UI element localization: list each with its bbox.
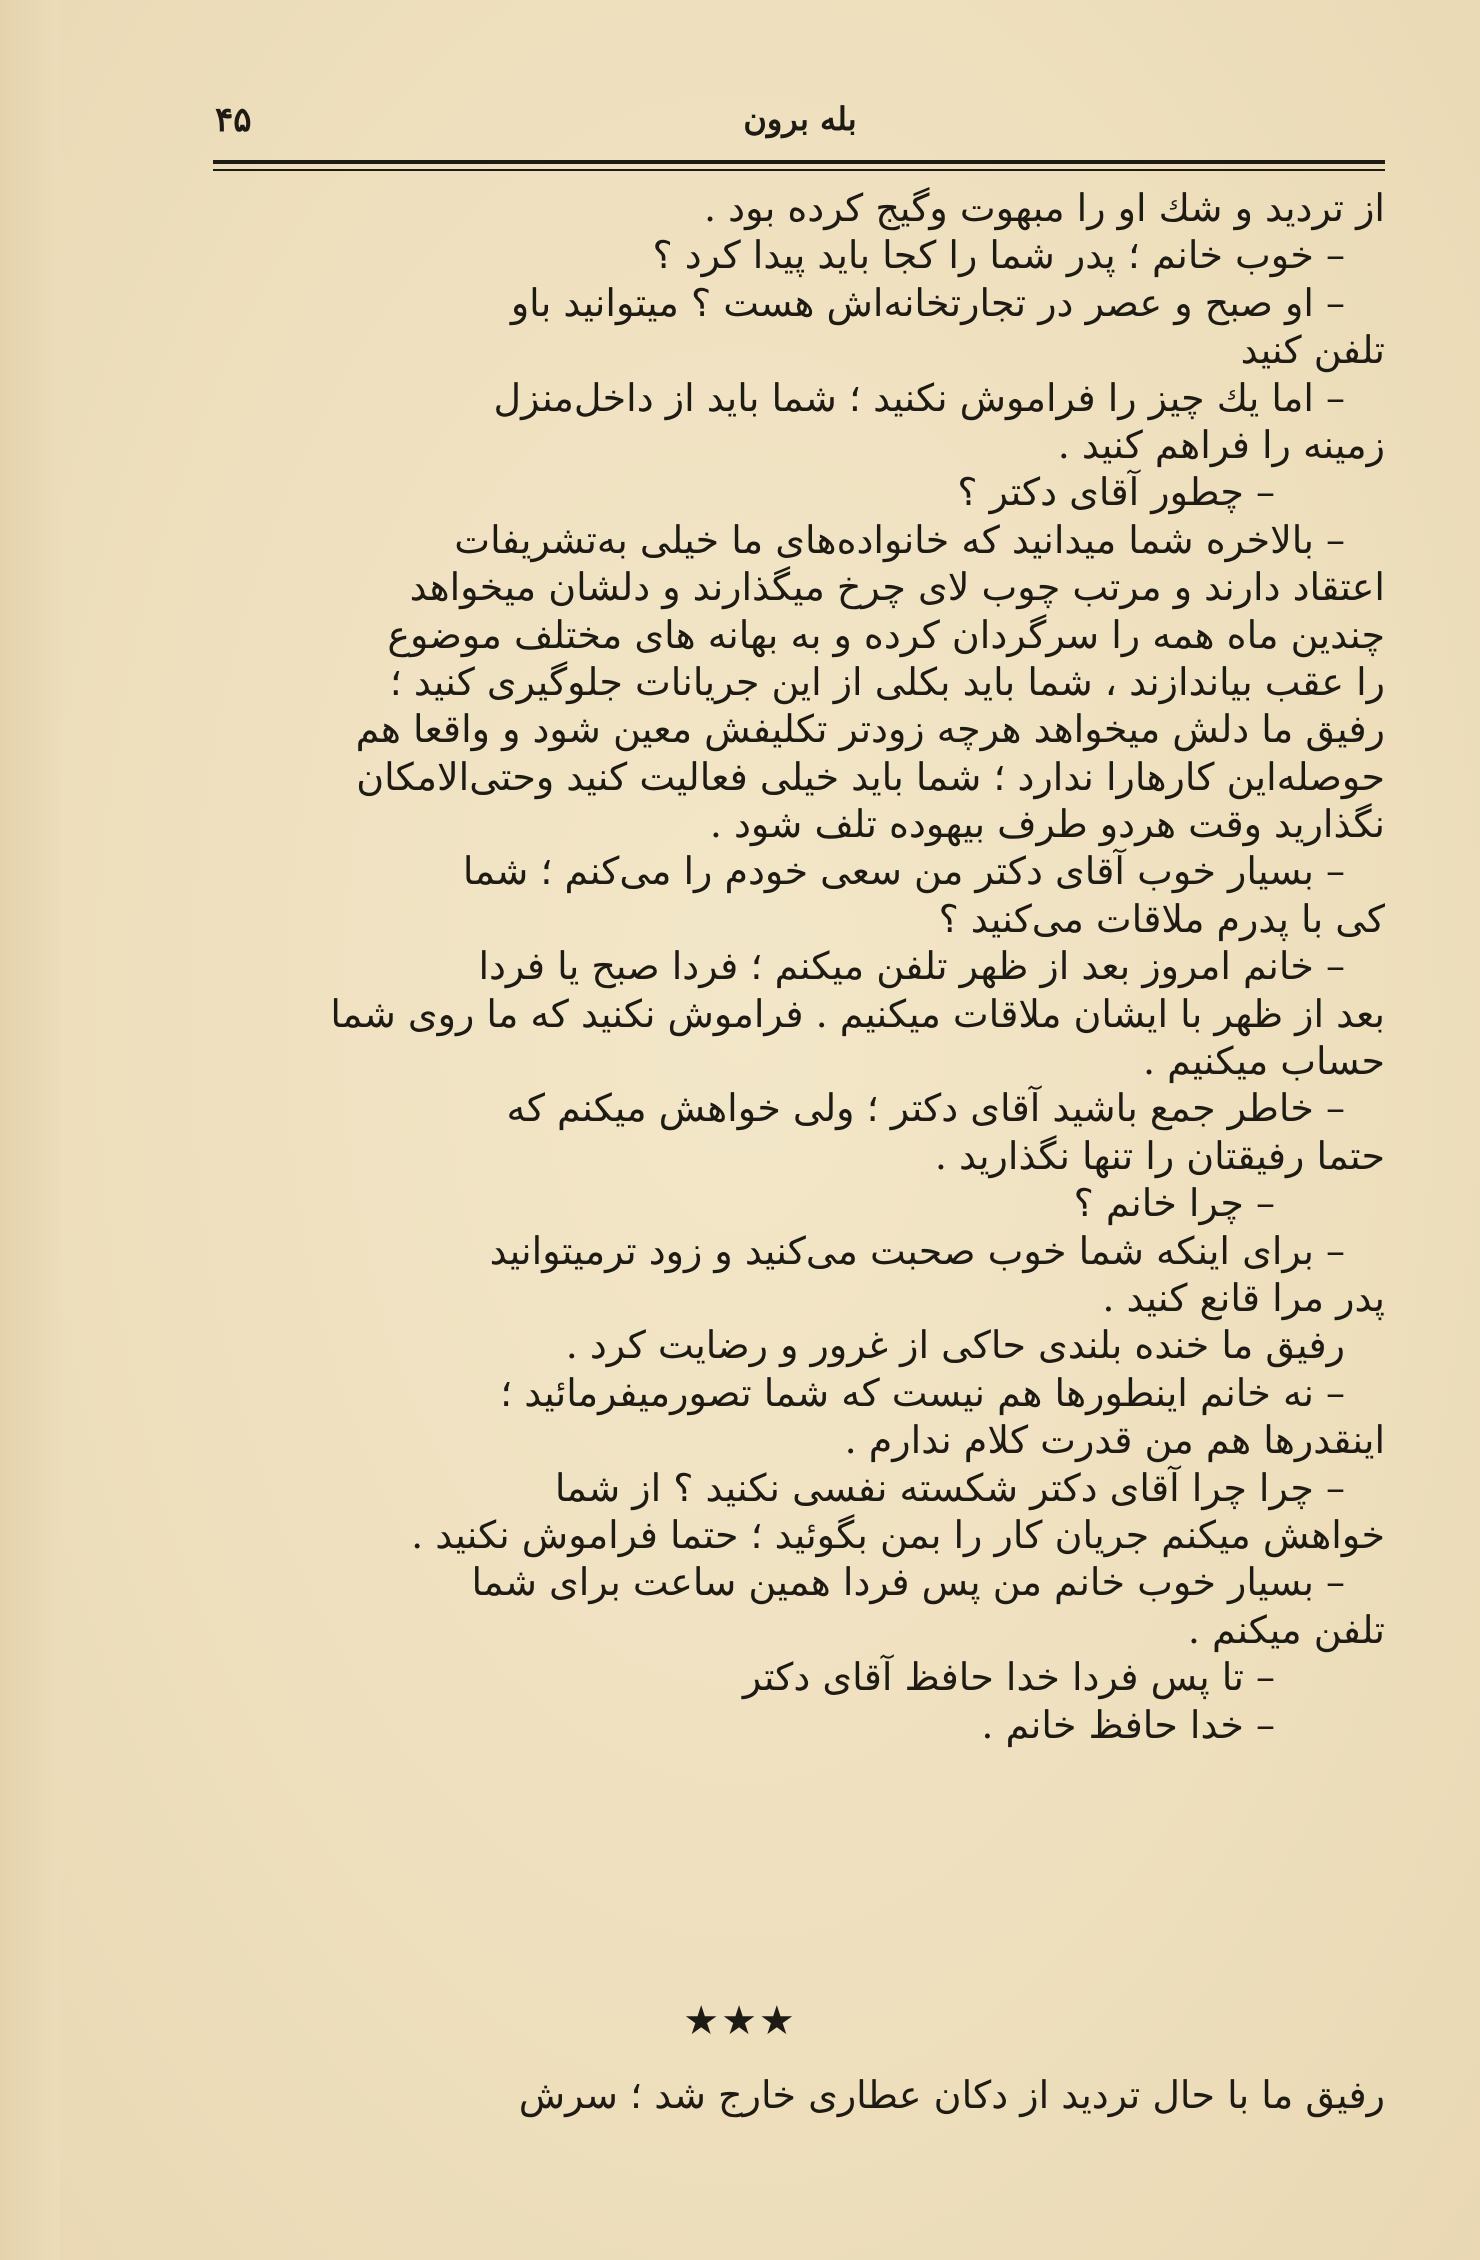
text-line: از تردید و شك او را مبهوت وگیج کرده بود . xyxy=(704,186,1385,230)
page-header xyxy=(215,100,1385,150)
text-line: رفیق ما دلش میخواهد هرچه زودتر تکلیفش معین شود و واقعا هم xyxy=(355,707,1385,752)
text-line: تلفن کنید xyxy=(1240,328,1385,373)
text-line: – اما یك چیز را فراموش نکنید ؛ شما باید از داخل‌منزل xyxy=(493,375,1345,420)
text-line: نگذارید وقت هردو طرف بیهوده تلف شود . xyxy=(709,802,1385,847)
text-line: کی با پدرم ملاقات می‌کنید ؟ xyxy=(938,896,1385,941)
body-text xyxy=(215,185,1385,1749)
header-rule-thick xyxy=(213,160,1385,164)
page-edge-shadow xyxy=(0,0,60,2260)
text-line: – برای اینکه شما خوب صحبت می‌کنید و زود ترمیتوانید xyxy=(489,1228,1345,1273)
text-line: چندین ماه همه را سرگردان کرده و به بهانه های مختلف موضوع xyxy=(387,612,1385,657)
running-title: بله برون xyxy=(743,100,857,138)
text-line: – خوب خانم ؛ پدر شما را کجا باید پیدا کرد ؟ xyxy=(652,233,1345,278)
text-line: زمینه را فراهم کنید . xyxy=(1057,422,1385,467)
text-line: حوصله‌این کارهارا ندارد ؛ شما باید خیلی فعالیت کنید وحتی‌الامکان xyxy=(356,754,1385,799)
text-line: – چطور آقای دکتر ؟ xyxy=(957,470,1275,515)
text-line: – او صبح و عصر در تجارتخانه‌اش هست ؟ میتوانید باو xyxy=(510,280,1345,325)
text-line: – خاطر جمع باشید آقای دکتر ؛ ولی خواهش میکنم که xyxy=(506,1086,1345,1131)
text-line: اعتقاد دارند و مرتب چوب لای چرخ میگذارند و دلشان میخواهد xyxy=(409,565,1385,610)
text-line: – چرا چرا آقای دکتر شکسته نفسی نکنید ؟ از شما xyxy=(554,1465,1345,1510)
text-line: – خدا حافظ خانم . xyxy=(981,1702,1275,1747)
last-line: رفیق ما با حال تردید از دکان عطاری خارج شد ؛ سرش xyxy=(518,2073,1385,2117)
text-line: را عقب بیاندازند ، شما باید بکلی از این جریانات جلوگیری کنید ؛ xyxy=(389,659,1385,704)
text-line: – بالاخره شما میدانید که خانواده‌های ما خیلی به‌تشریفات xyxy=(454,517,1345,562)
text-line: حتما رفیقتان را تنها نگذارید . xyxy=(934,1133,1385,1178)
text-line: – نه خانم اینطورها هم نیست که شما تصورمیفرمائید ؛ xyxy=(500,1370,1345,1415)
text-line: تلفن میکنم . xyxy=(1187,1607,1385,1652)
text-line: حساب میکنیم . xyxy=(1142,1039,1385,1084)
text-line: – بسیار خوب آقای دکتر من سعی خودم را می‌کنم ؛ شما xyxy=(462,849,1345,894)
text-line: خواهش میکنم جریان کار را بمن بگوئید ؛ حتما فراموش نکنید . xyxy=(411,1512,1385,1557)
text-line: پدر مرا قانع کنید . xyxy=(1102,1275,1385,1320)
header-rule-thin xyxy=(213,169,1385,171)
text-line: – چرا خانم ؟ xyxy=(1073,1181,1275,1226)
page-number: ۴۵ xyxy=(215,100,252,140)
text-line: – تا پس فردا خدا حافظ آقای دکتر xyxy=(742,1655,1275,1700)
text-line: – بسیار خوب خانم من پس فردا همین ساعت برای شما xyxy=(471,1560,1345,1605)
text-line: رفیق ما خنده بلندی حاکی از غرور و رضایت کرد . xyxy=(565,1323,1345,1368)
text-line: اینقدرها هم من قدرت کلام ندارم . xyxy=(844,1418,1385,1463)
text-line: – خانم امروز بعد از ظهر تلفن میکنم ؛ فردا صبح یا فردا xyxy=(478,944,1345,989)
text-line: بعد از ظهر با ایشان ملاقات میکنیم . فراموش نکنید که ما روی شما xyxy=(330,991,1385,1036)
section-separator: ★★★ xyxy=(683,1998,797,2044)
